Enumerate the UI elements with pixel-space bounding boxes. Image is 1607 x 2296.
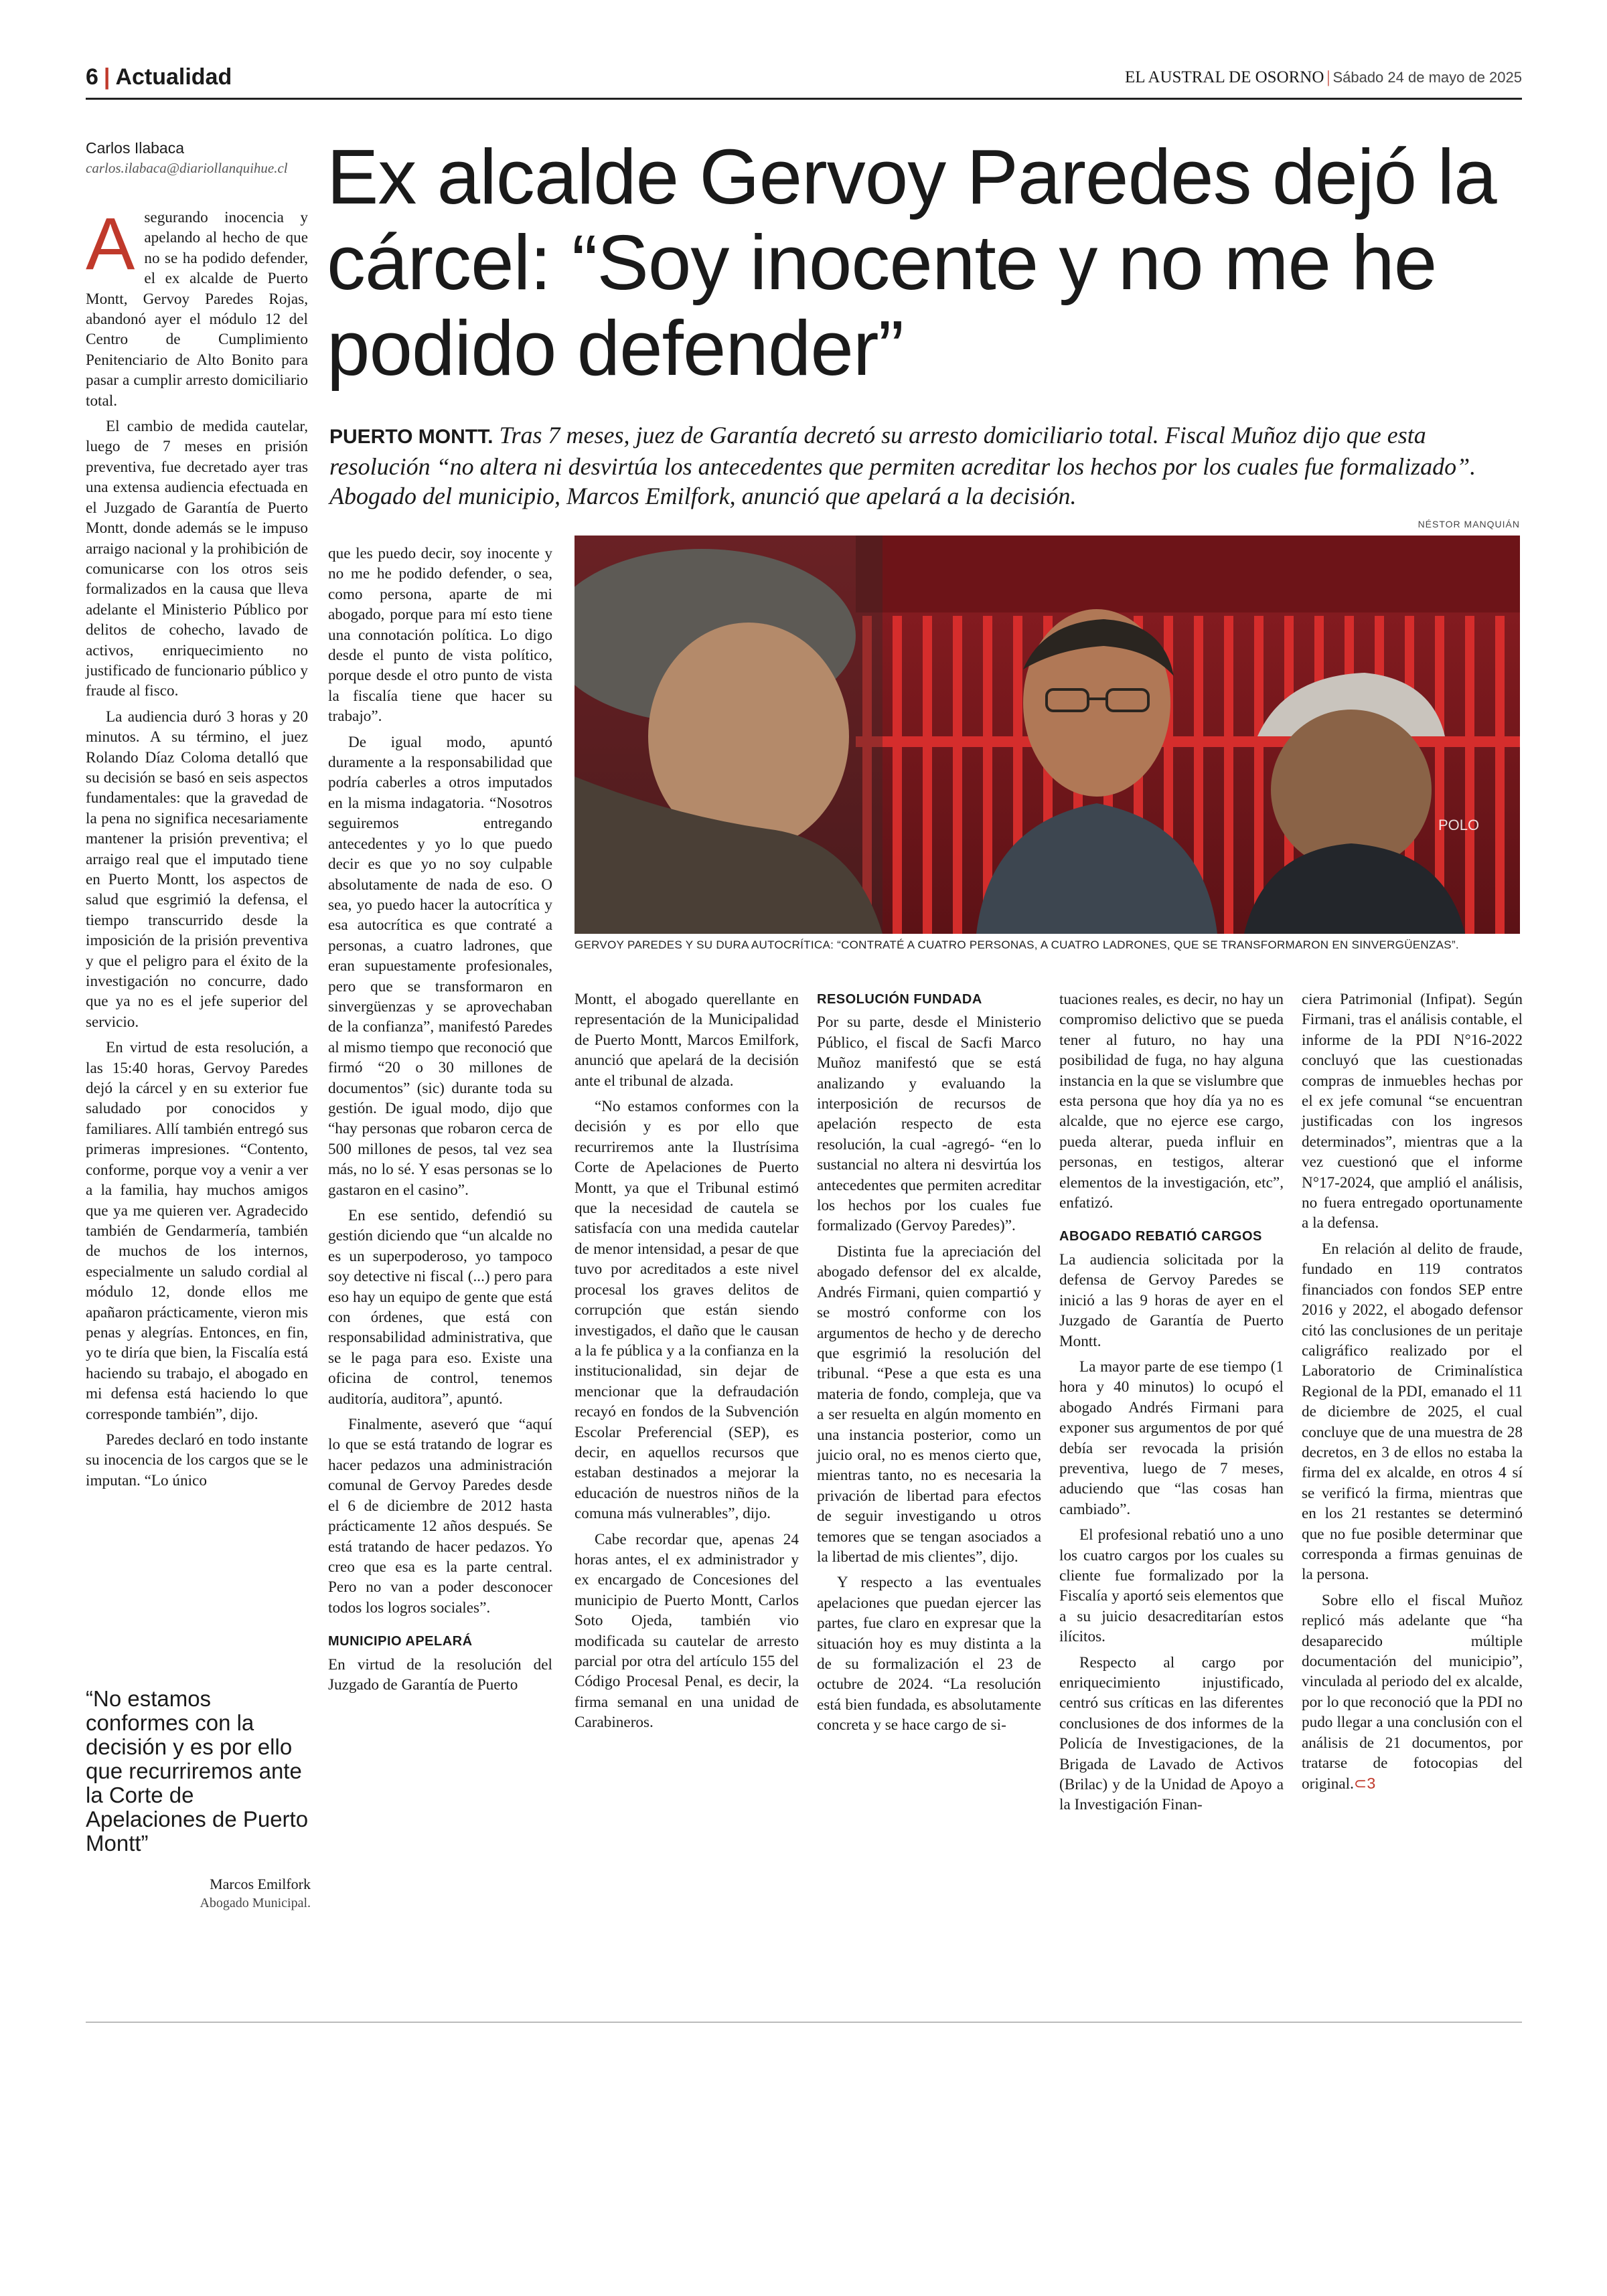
paragraph: Finalmente, aseveró que “aquí lo que se está tratando de lograr es hacer pedazos una administración comunal de Gervoy Paredes desde el 6 de diciembre de 2012 hasta prácticamente 12 años después. Se está tratando de hacer pedazos. Yo creo que esa es la parte central. Pero no van a poder desconocer todos los logros sociales”. [328,1416,552,1617]
paragraph: “No estamos conformes con la decisión y es por ello que recurriremos ante la Ilustrísima Corte de Apelaciones de Puerto Montt, ya que el Tribunal estimó que la necesidad de cautela se satisfacía con una medida cautelar de menor intensidad, a pesar de que tuvo por acreditados a este nivel procesal los graves delitos de corrupción que están siendo investigados, el daño que le causan a la fe pública y a la confianza en la institucionalidad, sin dejar de mencionar que la defraudación recayó en fondos de la Subvención Escolar Preferencial (SEP), es decir, en aquellos recursos que estaban destinados a mejorar la educación de nuestros niños de la comuna más vulnerables”, dijo. [575,1098,799,1523]
page-header-left [86,64,232,90]
page-number: 6 [86,64,98,90]
paragraph: En virtud de esta resolución, a las 15:40 horas, Gervoy Paredes dejó la cárcel y en su exterior fue saludado por conocidos y familiares. Allí también entregó sus primeras impresiones. “Contento, conforme, porque voy a venir a ver a la familia, hay muchos amigos que ya me quieren ver. Agradecido también de Gendarmería, también de muchos de los internos, especialmente un saludo cordial al módulo 12, donde ellos me apañaron prácticamente, vieron mis penas y alegrías. Entonces, en fin, yo te diría que bien, la Fiscalía está haciendo su trabajo, el abogado en mi defensa está haciendo lo que corresponde también”, dijo. [86,1039,308,1423]
article-photo [575,536,1520,934]
section-heading: ABOGADO REBATIÓ CARGOS [1059,1229,1262,1244]
drop-cap: A [86,203,135,285]
paragraph-text: segurando inocencia y apelando al hecho de que no se ha podido defender, el ex alcalde de Puerto Montt, Gervoy Paredes Rojas, abandonó ayer el módulo 12 del Centro de Cumplimiento Penitenciario de Alto Bonito para pasar a cumplir arresto domiciliario total. [86,209,308,410]
paragraph: El profesional rebatió uno a uno los cuatro cargos por los cuales su cliente fue formalizado por la Fiscalía y aportó seis elementos que a su juicio desacreditarían estos ilícitos. [1059,1526,1284,1646]
column-2 [328,544,552,1700]
headline: Ex alcalde Gervoy Paredes dejó la cárcel: “Soy inocente y no me he podido defender” [327,133,1497,392]
paragraph: Y respecto a las eventuales apelaciones que puedan ejercer las partes, fue claro en expresar que la situación hoy es muy distinta a la de su formalización el 23 de octubre de 2024. “La resolución está bien fundada, es absolutamente concreta y se hace cargo de si- [817,1574,1041,1734]
paragraph: En virtud de la resolución del Juzgado de Garantía de Puerto [328,1655,552,1694]
paragraph [86,203,308,411]
column-3 [575,989,799,1738]
paragraph: Paredes declaró en todo instante su inocencia de los cargos que se le imputan. “Lo único [86,1430,308,1489]
building-wall [856,536,1520,612]
paragraph: El cambio de medida cautelar, luego de 7 meses en prisión preventiva, fue decretado ayer tras una extensa audiencia efectuada en el Juzgado de Garantía de Puerto Montt, donde además se le impuso arraigo nacional y la prohibición de comunicarse con los otros seis formalizados en la causa que lleva adelante el Ministerio Público por delitos de cohecho, lavado de activos, enriquecimiento no justificado de funcionario público y fraude al fisco. [86,418,308,700]
pull-quote [86,1687,311,1911]
lead-paragraph [329,420,1521,511]
publication-name: EL AUSTRAL DE OSORNO [1124,68,1324,86]
page-header-right [1125,68,1522,87]
column-5 [1059,989,1284,1821]
paragraph: ciera Patrimonial (Infipat). Según Firmani, tras el análisis contable, el informe de la PDI N°16-2022 concluyó que las cuestionadas compras de inmuebles hechas por el ex jefe comunal “se encuentran justificadas con los ingresos determinados”, mientras que a la vez cuestionó que el informe N°17-2024, que amplió el análisis, no fuera entregado oportunamente a la defensa. [1302,991,1523,1232]
page-header [86,64,1522,100]
person-back-view [575,536,883,934]
author-name: Carlos Ilabaca [86,139,185,157]
photo-illustration [575,536,1520,934]
paragraph [1302,1590,1523,1795]
section-heading: MUNICIPIO APELARÁ [328,1634,473,1649]
paragraph: En relación al delito de fraude, fundado en 119 contratos financiados con fondos SEP entre 2016 y 2022, el abogado defensor citó las conclusiones de un peritaje caligráfico realizado por el Laboratorio de Criminalística Regional de la PDI, emanado el 11 de diciembre de 2025, el cual concluye que de una muestra de 28 decretos, en 3 de ellos no estaba la firma del ex alcalde, en otros 4 sí se verificó la firma, mientras que en los 21 restantes se determinó que no fue posible determinar que corresponda a firmas genuinas de la persona. [1302,1240,1523,1584]
paragraph: La mayor parte de ese tiempo (1 hora y 40 minutos) lo ocupó el abogado Andrés Firmani para exponer sus argumentos de por qué debía ser revocada la prisión preventiva, luego de 7 meses, aduciendo que “las cosas han cambiado”. [1059,1358,1284,1518]
header-separator: | [1326,68,1330,86]
fence-sign-text: POLO [1438,817,1480,833]
paragraph: tuaciones reales, es decir, no hay un compromiso delictivo que se pueda tener al futuro, no hay una posibilidad de fuga, no hay alguna instancia en la que se vislumbre que esta persona que hoy día ya no es alcalde, que no ejerce ese cargo, pueda alterar, pueda influir en personas, en testigos, alterar elementos de la investigación, etc”, enfatizó. [1059,991,1284,1212]
column-6 [1302,989,1523,1800]
column-4 [817,989,1041,1741]
paragraph: Montt, el abogado querellante en representación de la Municipalidad de Puerto Montt, Marcos Emilfork, anunció que apelará de la decisión ante el tribunal de alzada. [575,991,799,1090]
lead-text: Tras 7 meses, juez de Garantía decretó su arresto domiciliario total. Fiscal Muñoz dijo que esta resolución “no altera ni desvirtúa los antecedentes que permiten acreditar los hechos por los cuales fue formalizado”. Abogado del municipio, Marcos Emilfork, anunció que apelará a la decisión. [329,422,1476,509]
end-of-article-icon: ⊂3 [1353,1775,1376,1793]
publication-date: Sábado 24 de mayo de 2025 [1332,69,1522,86]
paragraph: Cabe recordar que, apenas 24 horas antes, el ex administrador y ex encargado de Concesiones del municipio de Puerto Montt, Carlos Soto Ojeda, también vio modificada su cautelar de arresto parcial por otra del artículo 155 del Código Procesal Penal, es decir, la firma semanal en una unidad de Carabineros. [575,1530,799,1732]
lead-location: PUERTO MONTT. [329,426,493,448]
pull-quote-role: Abogado Municipal. [200,1896,311,1910]
paragraph: Distinta fue la apreciación del abogado defensor del ex alcalde, Andrés Firmani, quien compartió y se mostró conforme con los argumentos de hecho y de derecho que esgrimió la resolución del tribunal. “Pese a que esta es una materia de fondo, compleja, que va a ser resuelta en algún momento en una instancia posterior, como un juicio oral, no es menos cierto que, mientras tanto, no es necesaria la privación de libertad para efectos de seguir investigando u otros temores que se tengan asociados a la libertad de mis clientes”, dijo. [817,1242,1041,1566]
paragraph: La audiencia duró 3 horas y 20 minutos. A su término, el juez Rolando Díaz Coloma detalló que su decisión se basó en seis aspectos fundamentales: que la gravedad de la pena no significa necesariamente mantener la prisión preventiva; el arraigo real que el imputado tiene en Puerto Montt, los aspectos de salud que esgrimió la defensa, el tiempo transcurrido desde la imposición de la prisión preventiva y que el peligro para el éxito de la investigación no concurre, dado que ya no es el jefe superior del servicio. [86,708,308,1031]
author-email: carlos.ilabaca@diariollanquihue.cl [86,160,288,176]
paragraph: que les puedo decir, soy inocente y no me he podido defender, o sea, como persona, aparte de mi abogado, porque para mí esto tiene una connotación política. Lo digo desde el punto de vista político, porque desde el otro punto de vista la fiscalía tiene que hacer su trabajo”. [328,545,552,726]
paragraph: Por su parte, desde el Ministerio Público, el fiscal de Sacfi Marco Muñoz manifestó que se está analizando y evaluando la interposición de recursos de apelación respecto de esta resolución, la cual -agregó- “en lo sustancial no altera ni desvirtúa los antecedentes que permiten acreditar los hechos por los cuales fue formalizado (Gervoy Paredes)”. [817,1013,1041,1235]
paragraph: En ese sentido, defendió su gestión diciendo que “un alcalde no es un superpoderoso, yo tampoco soy detective ni fiscal (...) pero para eso hay un equipo de gente que está con órdenes, que está con responsabilidad administrativa, que se le paga para eso. Existe una oficina de control, tenemos auditoría, auditora”, apuntó. [328,1207,552,1408]
byline [86,139,313,177]
section-heading: RESOLUCIÓN FUNDADA [817,992,982,1007]
column-1 [86,203,308,1496]
header-separator: | [103,64,110,90]
paragraph-text: Sobre ello el fiscal Muñoz replicó más adelante que “ha desaparecido múltiple documentación del municipio”, vinculada al periodo del ex alcalde, por lo que reconoció que la PDI no pudo llegar a una conclusión con el análisis de 21 documentos, por tratarse de fotocopias del original. [1302,1591,1523,1793]
paragraph: Respecto al cargo por enriquecimiento injustificado, centró sus críticas en las diferentes conclusiones de dos informes de la Policía de Investigaciones, de la Brigada de Lavado de Activos (Brilac) y de la Unidad de Apoyo a la Investigación Finan- [1059,1653,1284,1814]
paragraph: De igual modo, apuntó duramente a la responsabilidad que podría caberles a otros imputados en la misma indagatoria. “Nosotros seguiremos entregando antecedentes y yo lo que puedo decir es que yo no soy culpable absolutamente de nada de eso. O sea, yo puedo hacer la autocrítica y esa autocrítica es que contraté a personas, a cuatro ladrones, que eran supuestamente profesionales, pero que se transformaron en sinvergüenzas y se aprovechaban de la confianza”, manifestó Paredes al mismo tiempo que reconoció que firmó “20 o 30 millones de documentos” (sic) durante toda su gestión. De igual modo, dijo que “hay personas que robaron cerca de 500 millones de pesos, tal vez sea más, no lo sé. Y esas personas se lo gastaron en el casino”. [328,733,552,1199]
pull-quote-text: “No estamos conformes con la decisión y es por ello que recurriremos ante la Corte de Apelaciones de Puerto Montt” [86,1686,309,1856]
photo-caption: GERVOY PAREDES Y SU DURA AUTOCRÍTICA: “CONTRATÉ A CUATRO PERSONAS, A CUATRO LADRONES, QUE SE TRANSFORMARON EN SINVERGÜENZAS”. [575,938,1459,951]
section-name: Actualidad [115,64,232,90]
pull-quote-speaker: Marcos Emilfork [210,1876,311,1892]
photo-credit: NÉSTOR MANQUIÁN [1418,519,1520,529]
bottom-divider [86,2022,1522,2023]
paragraph: La audiencia solicitada por la defensa de Gervoy Paredes se inició a las 9 horas de ayer en el Juzgado de Garantía de Puerto Montt. [1059,1250,1284,1350]
